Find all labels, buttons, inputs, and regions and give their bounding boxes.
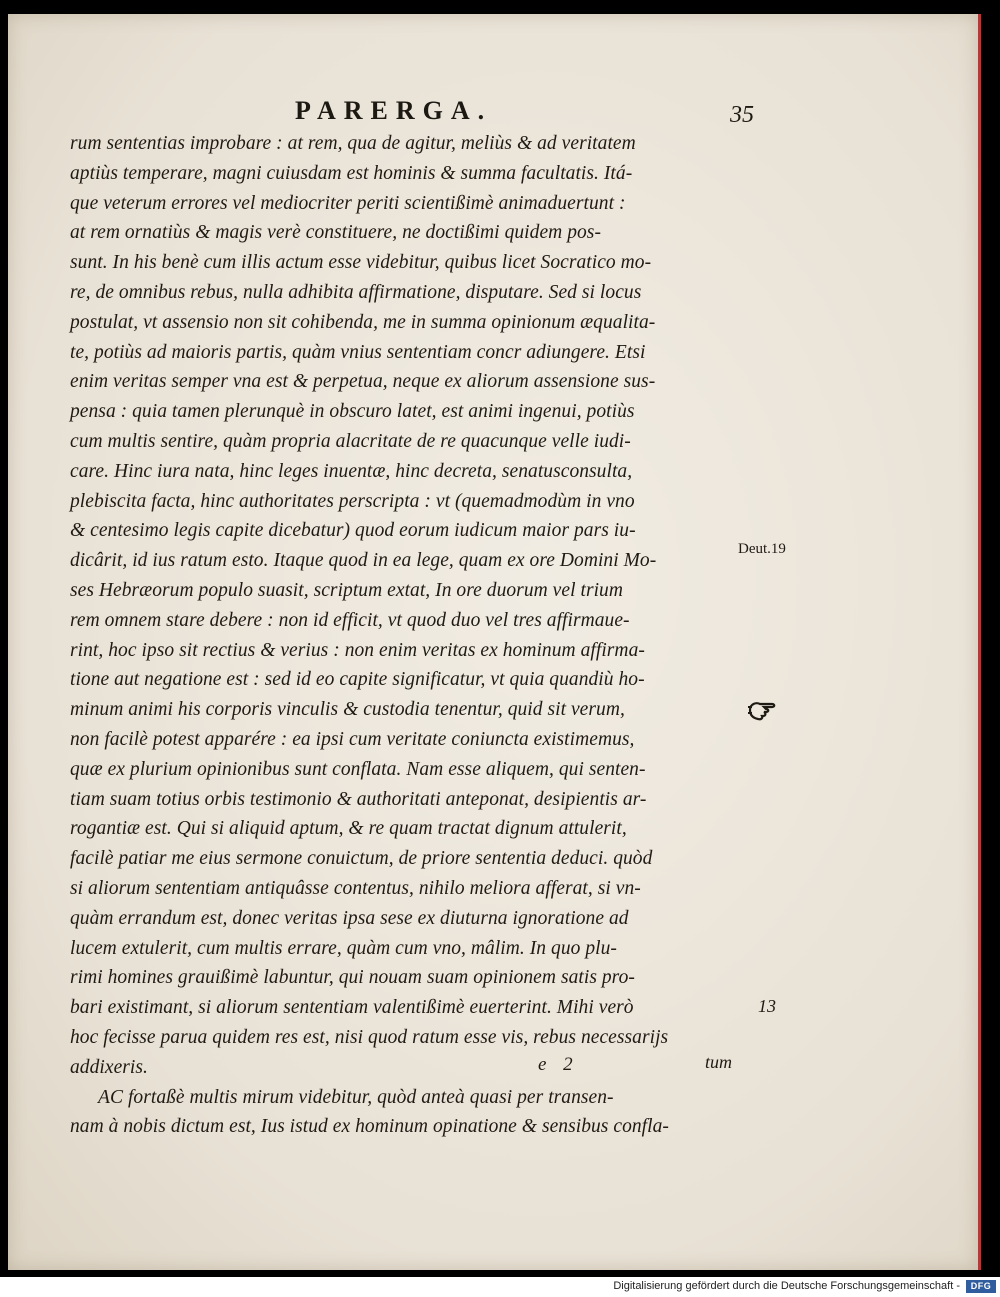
text-line: at rem ornatiùs & magis verè constituere, ne doctißimi quidem pos- bbox=[70, 222, 601, 244]
margin-note-deut: Deut.19 bbox=[738, 541, 786, 557]
text-line: enim veritas semper vna est & perpetua, neque ex aliorum assensione sus- bbox=[70, 371, 656, 393]
text-line: rogantiæ est. Qui si aliquid aptum, & re quam tractat dignum attulerit, bbox=[70, 818, 627, 840]
text-line: dicârit, id ius ratum esto. Itaque quod in ea lege, quam ex ore Domini Mo- bbox=[70, 550, 657, 572]
text-line: quàm errandum est, donec veritas ipsa sese ex diuturna ignoratione ad bbox=[70, 907, 629, 929]
text-line: postulat, vt assensio non sit cohibenda, me in summa opinionum æqualita- bbox=[70, 311, 656, 333]
text-line: aptiùs temperare, magni cuiusdam est hominis & summa facultatis. Itá- bbox=[70, 162, 633, 184]
running-title: PARERGA. bbox=[295, 96, 493, 125]
text-line: lucem extulerit, cum multis errare, quàm cum vno, mâlim. In quo plu- bbox=[70, 937, 617, 959]
text-line: sunt. In his benè cum illis actum esse videbitur, quibus licet Socratico mo- bbox=[70, 252, 652, 274]
credit-text: Digitalisierung gefördert durch die Deutsche Forschungsgemeinschaft - bbox=[613, 1280, 960, 1292]
pointing-hand-icon bbox=[746, 697, 778, 723]
text-line: tiam suam totius orbis testimonio & authoritati anteponat, desipientis ar- bbox=[70, 788, 647, 810]
text-line: bari existimant, si aliorum sententiam valentißimè euerterint. Mihi verò bbox=[70, 997, 634, 1019]
page-number: 35 bbox=[730, 102, 754, 128]
text-line: cum multis sentire, quàm propria alacritate de re quacunque velle iudi- bbox=[70, 430, 631, 452]
text-line: quæ ex plurium opinionibus sunt conflata. Nam esse aliquem, qui senten- bbox=[70, 758, 646, 780]
text-line: re, de omnibus rebus, nulla adhibita affirmatione, disputare. Sed si locus bbox=[70, 281, 642, 303]
text-line: AC fortaßè multis mirum videbitur, quòd anteà quasi per transen- bbox=[98, 1086, 614, 1108]
text-line: rint, hoc ipso sit rectius & verius : non enim veritas ex hominum affirma- bbox=[70, 639, 645, 661]
book-page bbox=[8, 14, 981, 1270]
text-line: addixeris. bbox=[70, 1056, 148, 1078]
text-line: care. Hinc iura nata, hinc leges inuentæ, hinc decreta, senatusconsulta, bbox=[70, 460, 633, 482]
text-line: ses Hebræorum populo suasit, scriptum extat, In ore duorum vel trium bbox=[70, 579, 623, 601]
text-line: pensa : quia tamen plerunquè in obscuro latet, est animi ingenui, potiùs bbox=[70, 401, 635, 423]
text-line: & centesimo legis capite dicebatur) quod eorum iudicum maior pars iu- bbox=[70, 520, 636, 542]
text-line: te, potiùs ad maioris partis, quàm vnius sententiam concr adiungere. Etsi bbox=[70, 341, 646, 363]
text-line: tione aut negatione est : sed id eo capite significatur, vt quia quandiù ho- bbox=[70, 669, 645, 691]
margin-note-number: 13 bbox=[758, 996, 776, 1016]
credit-bar bbox=[0, 1277, 1000, 1297]
text-line: que veterum errores vel mediocriter periti scientißimè animaduertunt : bbox=[70, 192, 626, 214]
text-line: rimi homines grauißimè labuntur, qui nouam suam opinionem satis pro- bbox=[70, 967, 635, 989]
catchword: tum bbox=[705, 1052, 732, 1072]
text-line: rum sententias improbare : at rem, qua de agitur, meliùs & ad veritatem bbox=[70, 133, 636, 154]
body-text bbox=[70, 129, 750, 1142]
text-line: rem omnem stare debere : non id efficit, vt quod duo vel tres affirmaue- bbox=[70, 609, 630, 631]
text-line: minum animi his corporis vinculis & custodia tenentur, quid sit verum, bbox=[70, 699, 625, 721]
dfg-logo: DFG bbox=[966, 1280, 996, 1293]
signature-mark: e 2 bbox=[538, 1054, 573, 1075]
text-line: non facilè potest apparére : ea ipsi cum veritate coniuncta existimemus, bbox=[70, 728, 635, 750]
text-line: plebiscita facta, hinc authoritates perscripta : vt (quemadmodùm in vno bbox=[70, 490, 635, 512]
text-line: hoc fecisse parua quidem res est, nisi quod ratum esse vis, rebus necessarijs bbox=[70, 1026, 669, 1048]
text-line: nam à nobis dictum est, Ius istud ex hominum opinatione & sensibus confla- bbox=[70, 1116, 669, 1138]
text-line: si aliorum sententiam antiquâsse contentus, nihilo meliora afferat, si vn- bbox=[70, 877, 641, 899]
text-line: facilè patiar me eius sermone conuictum, de priore sententia deduci. quòd bbox=[70, 848, 653, 870]
